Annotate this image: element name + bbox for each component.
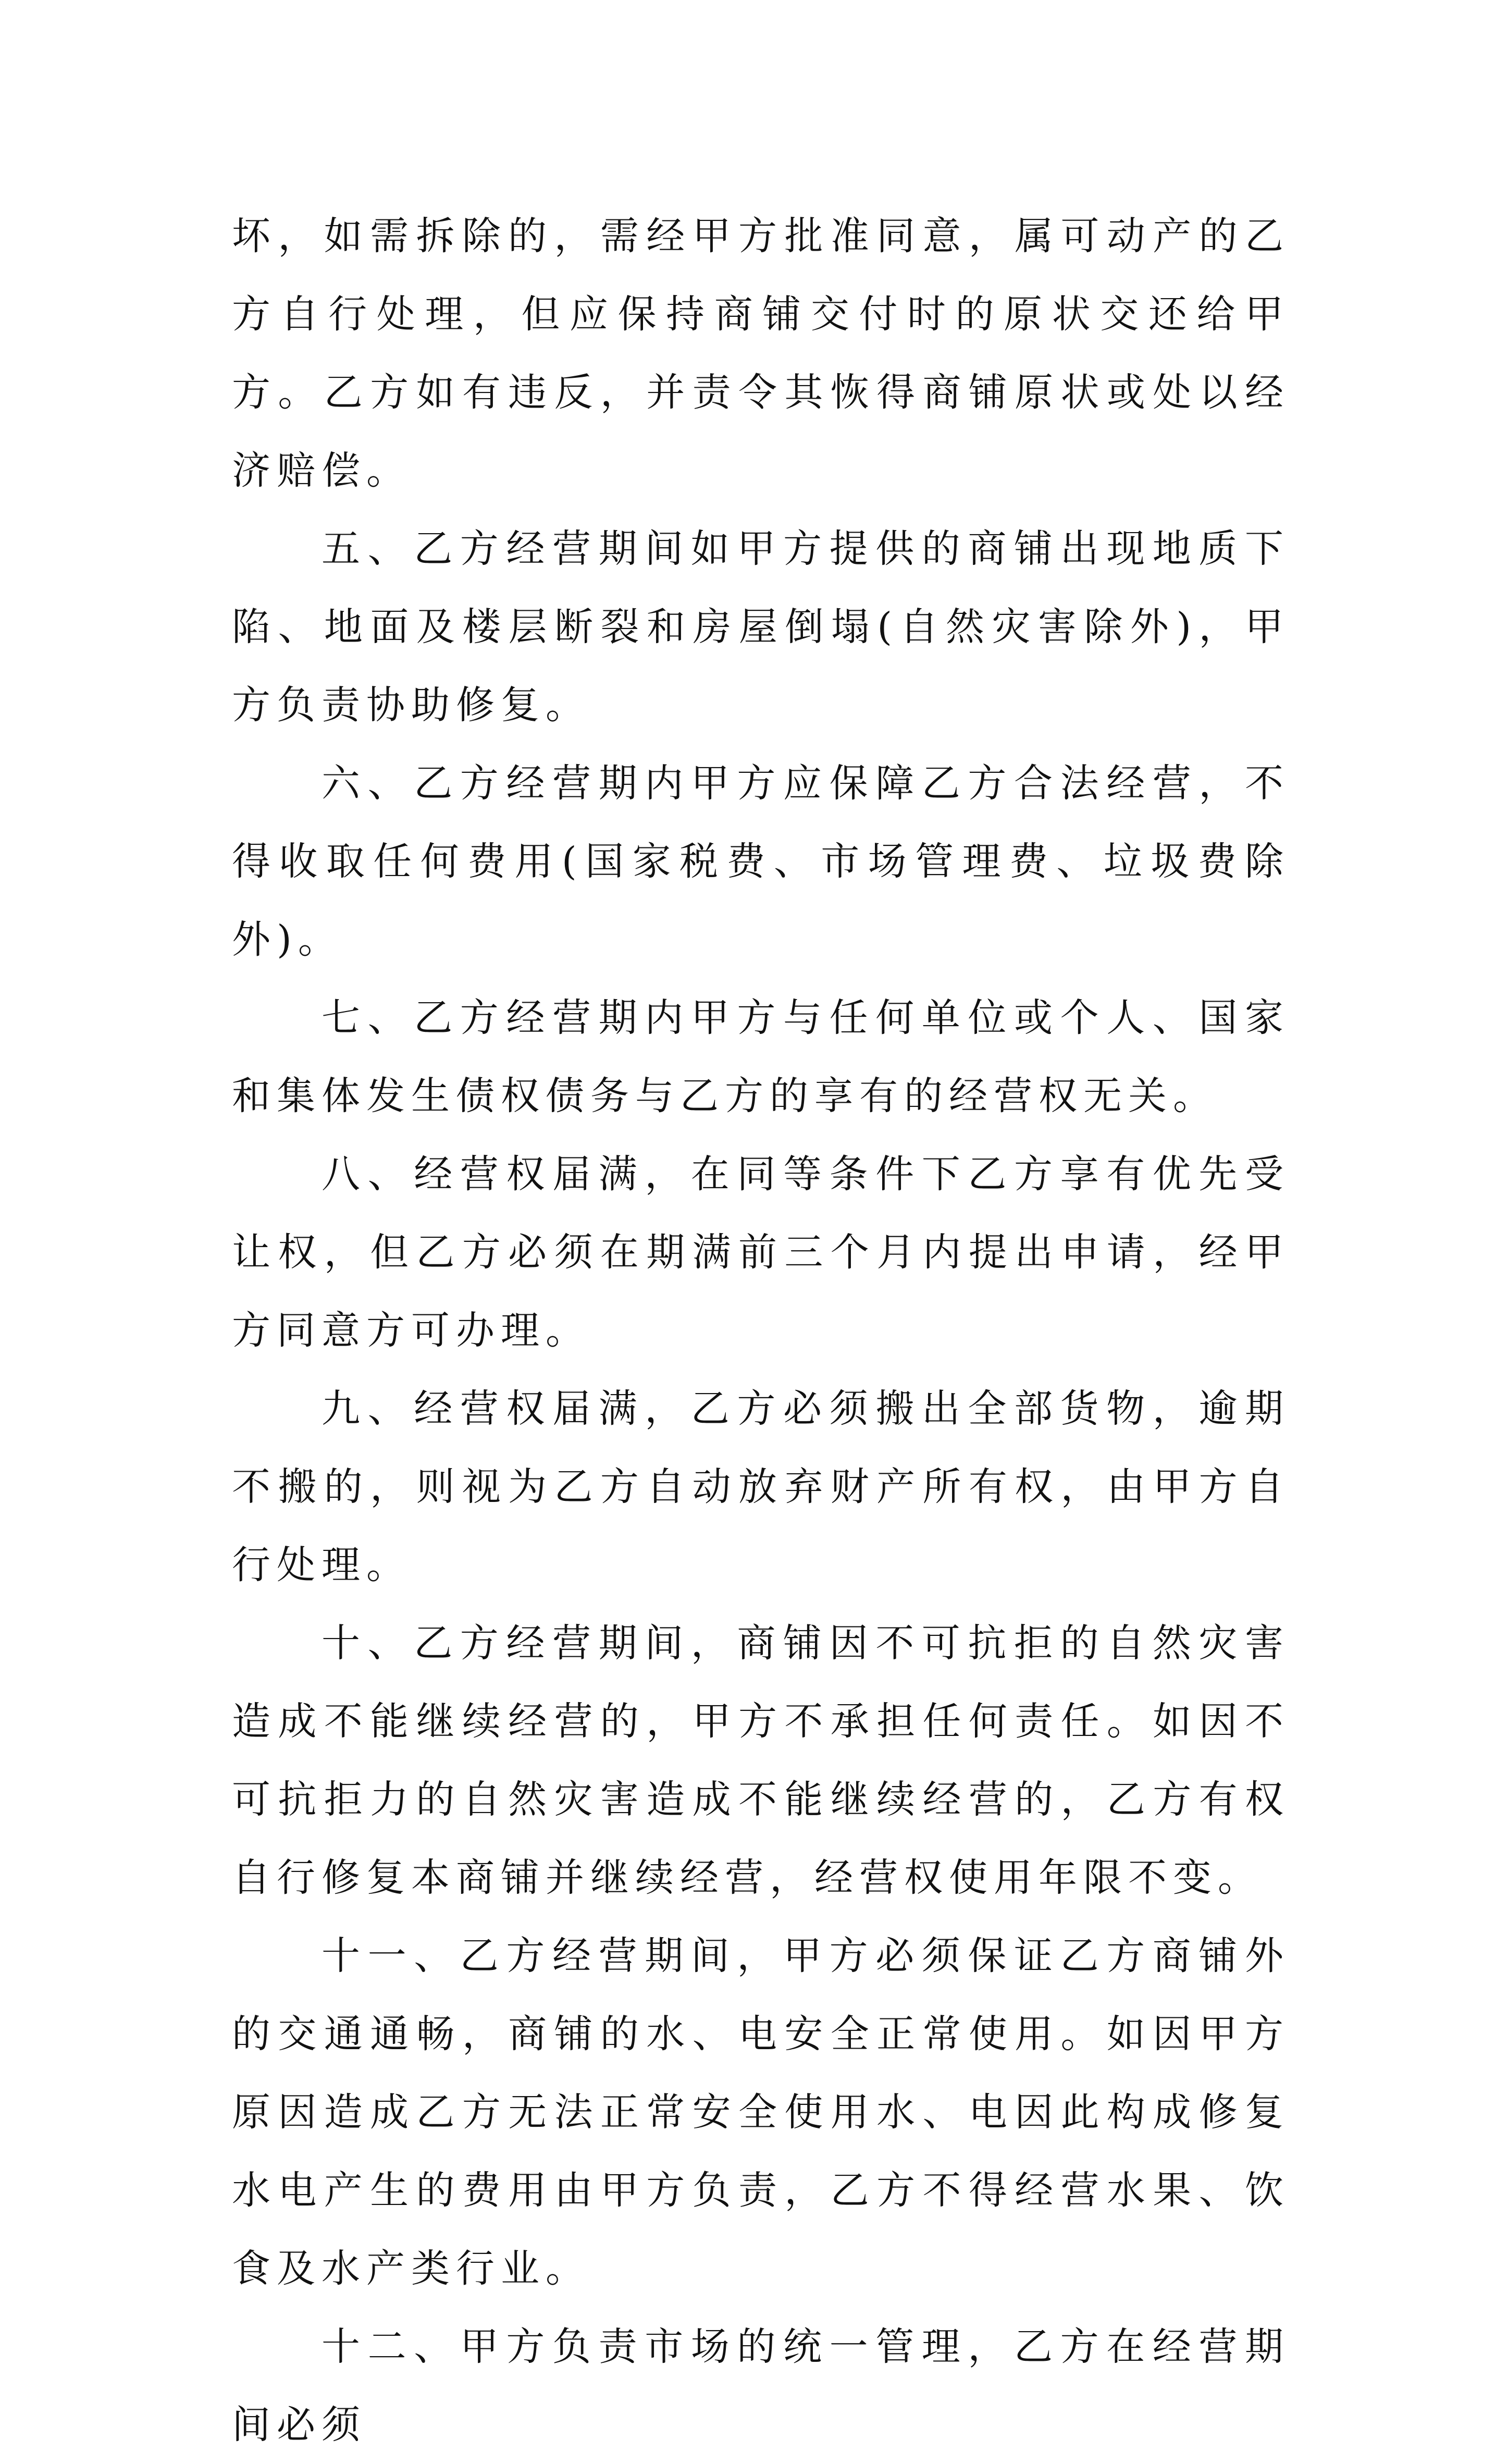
clause-12: 十二、甲方负责市场的统一管理，乙方在经营期间必须 [232,2324,1290,2447]
clause-7: 七、乙方经营期内甲方与任何单位或个人、国家和集体发生债权债务与乙方的享有的经营权无关。 [232,995,1290,1118]
clause-11: 十一、乙方经营期间，甲方必须保证乙方商铺外的交通通畅，商铺的水、电安全正常使用。如因甲方原因造成乙方无法正常安全使用水、电因此构成修复水电产生的费用由甲方负责，乙方不得经营水果、饮食及水产类行业。 [232,1933,1290,2291]
document-body [232,197,1290,2464]
clause-10: 十、乙方经营期间，商铺因不可抗拒的自然灾害造成不能继续经营的，甲方不承担任何责任。如因不可抗拒力的自然灾害造成不能继续经营的，乙方有权自行修复本商铺并继续经营，经营权使用年限不变。 [232,1621,1290,1900]
clause-8: 八、经营权届满，在同等条件下乙方享有优先受让权，但乙方必须在期满前三个月内提出申请，经甲方同意方可办理。 [232,1152,1290,1353]
paragraph-continuation: 坏，如需拆除的，需经甲方批准同意，属可动产的乙方自行处理，但应保持商铺交付时的原状交还给甲方。乙方如有违反，并责令其恢得商铺原状或处以经济赔偿。 [232,214,1290,493]
clause-6: 六、乙方经营期内甲方应保障乙方合法经营，不得收取任何费用(国家税费、市场管理费、垃圾费除外)。 [232,761,1290,962]
clause-9: 九、经营权届满，乙方必须搬出全部货物，逾期不搬的，则视为乙方自动放弃财产所有权，由甲方自行处理。 [232,1386,1290,1587]
clause-5: 五、乙方经营期间如甲方提供的商铺出现地质下陷、地面及楼层断裂和房屋倒塌(自然灾害除外)，甲方负责协助修复。 [232,526,1290,728]
